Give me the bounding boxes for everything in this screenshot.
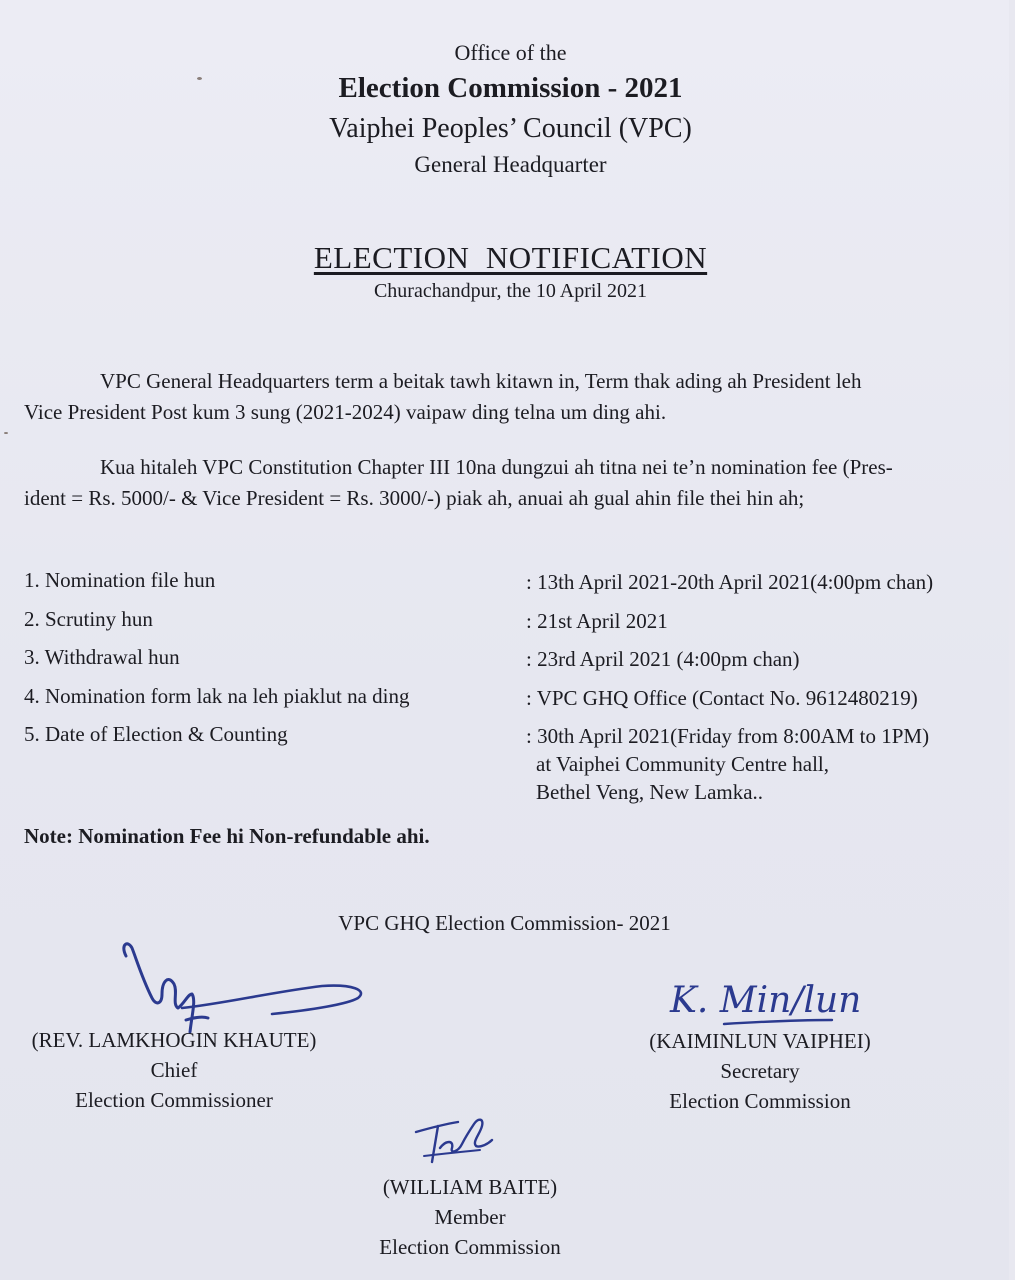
- schedule-label: 2. Scrutiny hun: [24, 606, 153, 631]
- schedule-value: : 23rd April 2021 (4:00pm chan): [526, 647, 800, 671]
- secretary-signature-text: K. Min/lun: [670, 980, 862, 1021]
- schedule-item: [24, 722, 1004, 804]
- schedule-value-line: : 30th April 2021(Friday from 8:00AM to 1PM): [526, 724, 930, 748]
- secretary-signatory: [600, 1026, 920, 1116]
- chief-signatory: [14, 1025, 334, 1115]
- headquarter-line: General Headquarter: [414, 152, 607, 177]
- place-date: Churachandpur, the 10 April 2021: [373, 280, 648, 302]
- schedule-value-line: Bethel Veng, New Lamka..: [536, 780, 764, 804]
- chief-role-title: Election Commissioner: [75, 1088, 273, 1112]
- commission-title: Election Commission - 2021: [338, 72, 683, 104]
- paragraph-line: VPC General Headquarters term a beitak tawh kitawn in, Term thak ading ah President leh: [100, 369, 862, 393]
- secretary-role: Secretary: [720, 1059, 800, 1083]
- paragraph-term: [24, 366, 1000, 428]
- chief-name: (REV. LAMKHOGIN KHAUTE): [31, 1028, 317, 1052]
- paper-speck: [4, 432, 8, 434]
- member-signatory: [310, 1172, 630, 1262]
- note-non-refundable: Note: Nomination Fee hi Non-refundable ahi.: [24, 824, 430, 848]
- schedule-list: [24, 568, 1004, 804]
- secretary-name: (KAIMINLUN VAIPHEI): [649, 1029, 871, 1053]
- paragraph-line: ident = Rs. 5000/- & Vice President = Rs. 3000/-) piak ah, anuai ah gual ahin file thei hin ah;: [24, 486, 805, 510]
- schedule-item: [24, 607, 1004, 646]
- chief-role: Chief: [150, 1058, 198, 1082]
- schedule-label: 4. Nomination form lak na leh piaklut na ding: [24, 683, 410, 708]
- schedule-item: [24, 568, 1004, 607]
- council-name: Vaiphei Peoples’ Council (VPC): [329, 113, 692, 144]
- schedule-item: [24, 684, 1004, 723]
- member-name: (WILLIAM BAITE): [382, 1175, 558, 1199]
- schedule-label: 3. Withdrawal hun: [24, 645, 180, 669]
- schedule-value: : 13th April 2021-20th April 2021(4:00pm chan): [526, 570, 934, 594]
- schedule-value-line: at Vaiphei Community Centre hall,: [536, 752, 829, 776]
- secretary-role-title: Election Commission: [669, 1089, 851, 1113]
- schedule-label: 5. Date of Election & Counting: [24, 722, 288, 746]
- paragraph-nomination-fee: [24, 452, 1000, 514]
- member-signature: [410, 1110, 500, 1172]
- paragraph-line: Kua hitaleh VPC Constitution Chapter III 10na dungzui ah titna nei te’n nomination fee (Pres-: [100, 455, 893, 479]
- paragraph-line: Vice President Post kum 3 sung (2021-2024) vaipaw ding telna um ding ahi.: [24, 400, 667, 424]
- issuer-line: VPC GHQ Election Commission- 2021: [338, 911, 671, 935]
- member-role-title: Election Commission: [379, 1235, 561, 1259]
- schedule-item: [24, 645, 1004, 684]
- schedule-value: [526, 722, 929, 806]
- schedule-value: : 21st April 2021: [526, 608, 668, 633]
- office-of-line: Office of the: [454, 40, 567, 65]
- schedule-value: : VPC GHQ Office (Contact No. 9612480219): [526, 685, 918, 710]
- schedule-label: 1. Nomination file hun: [24, 568, 216, 592]
- member-role: Member: [434, 1205, 506, 1229]
- notification-title: ELECTION NOTIFICATION: [313, 240, 708, 275]
